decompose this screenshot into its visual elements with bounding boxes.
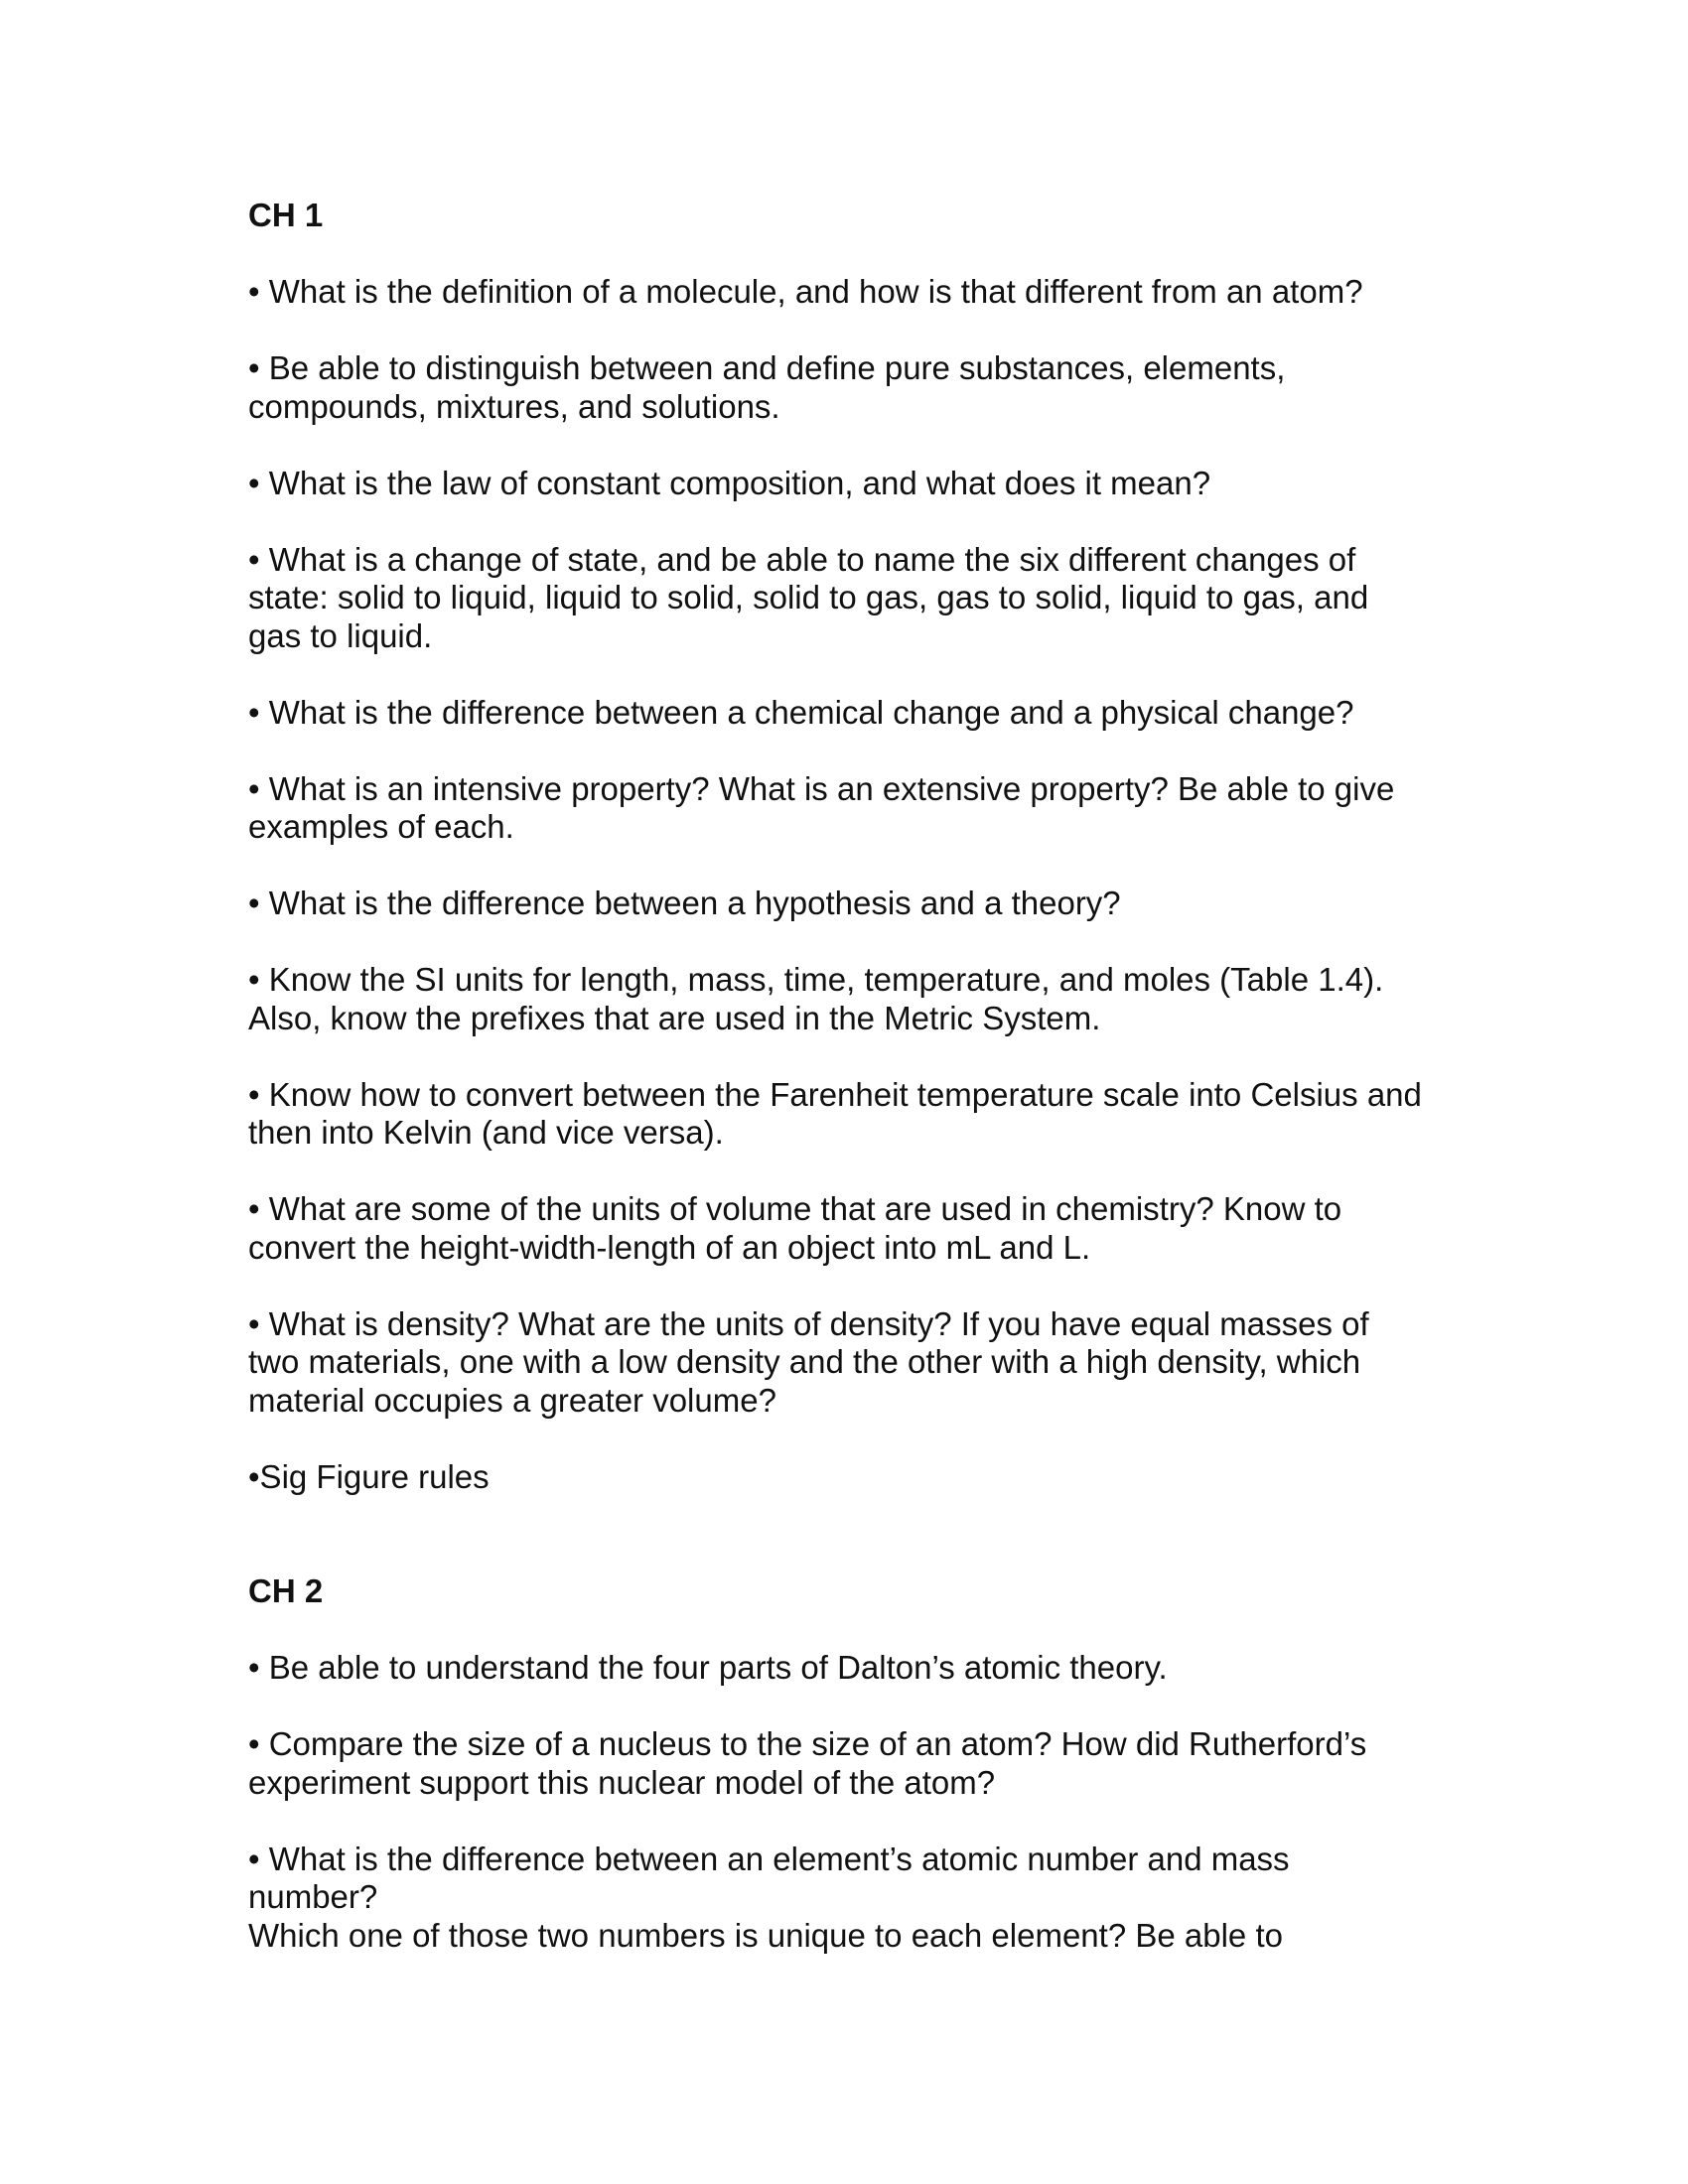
question-line: gas to liquid. xyxy=(248,616,433,654)
question-item xyxy=(248,1649,1470,1688)
question-item xyxy=(248,1076,1470,1153)
section-gap xyxy=(248,1496,1470,1572)
question-line: • What is the difference between an element’s atomic number and mass xyxy=(248,1840,1290,1877)
question-item xyxy=(248,349,1470,426)
question-line: examples of each. xyxy=(248,808,514,845)
question-line: Which one of those two numbers is unique to each element? Be able to xyxy=(248,1916,1283,1954)
question-item xyxy=(248,1841,1470,1956)
question-line: • What is the difference between a hypothesis and a theory? xyxy=(248,885,1121,921)
question-line: material occupies a greater volume? xyxy=(248,1381,776,1419)
question-item xyxy=(248,694,1470,733)
document-page xyxy=(248,197,1470,1955)
question-line: number? xyxy=(248,1878,378,1915)
question-line: • Know the SI units for length, mass, time, temperature, and moles (Table 1.4). xyxy=(248,961,1384,998)
question-line: two materials, one with a low density and the other with a high density, which xyxy=(248,1343,1361,1380)
question-item xyxy=(248,541,1470,656)
question-line: • Compare the size of a nucleus to the size of an atom? How did Rutherford’s xyxy=(248,1725,1367,1762)
question-line: • Know how to convert between the Farenheit temperature scale into Celsius and xyxy=(248,1075,1422,1113)
question-line: then into Kelvin (and vice versa). xyxy=(248,1114,724,1151)
question-line: compounds, mixtures, and solutions. xyxy=(248,387,780,425)
question-item xyxy=(248,465,1470,503)
question-line: • Be able to distinguish between and define pure substances, elements, xyxy=(248,349,1286,386)
question-line: Also, know the prefixes that are used in the Metric System. xyxy=(248,999,1101,1036)
question-item xyxy=(248,1190,1470,1267)
question-item xyxy=(248,1305,1470,1421)
question-item xyxy=(248,273,1470,312)
question-item xyxy=(248,961,1470,1037)
question-line: • What is the definition of a molecule, and how is that different from an atom? xyxy=(248,273,1363,310)
chapter-heading: CH 1 xyxy=(248,197,324,233)
question-item xyxy=(248,1725,1470,1802)
question-line: •Sig Figure rules xyxy=(248,1457,490,1495)
chapter-heading: CH 2 xyxy=(248,1572,324,1609)
question-line: • Be able to understand the four parts of Dalton’s atomic theory. xyxy=(248,1649,1168,1686)
question-line: experiment support this nuclear model of the atom? xyxy=(248,1763,996,1801)
question-line: convert the height-width-length of an object into mL and L. xyxy=(248,1228,1091,1266)
question-line: • What is a change of state, and be able to name the six different changes of xyxy=(248,540,1356,578)
question-line: • What is the law of constant composition, and what does it mean? xyxy=(248,464,1211,501)
question-item xyxy=(248,885,1470,923)
question-line: • What are some of the units of volume that are used in chemistry? Know to xyxy=(248,1190,1342,1227)
question-line: • What is an intensive property? What is an extensive property? Be able to give xyxy=(248,769,1395,807)
question-line: state: solid to liquid, liquid to solid, solid to gas, gas to solid, liquid to gas, and xyxy=(248,579,1369,615)
question-item xyxy=(248,770,1470,847)
question-item xyxy=(248,1458,1470,1497)
question-line: • What is density? What are the units of density? If you have equal masses of xyxy=(248,1304,1369,1342)
question-line: • What is the difference between a chemical change and a physical change? xyxy=(248,693,1354,731)
